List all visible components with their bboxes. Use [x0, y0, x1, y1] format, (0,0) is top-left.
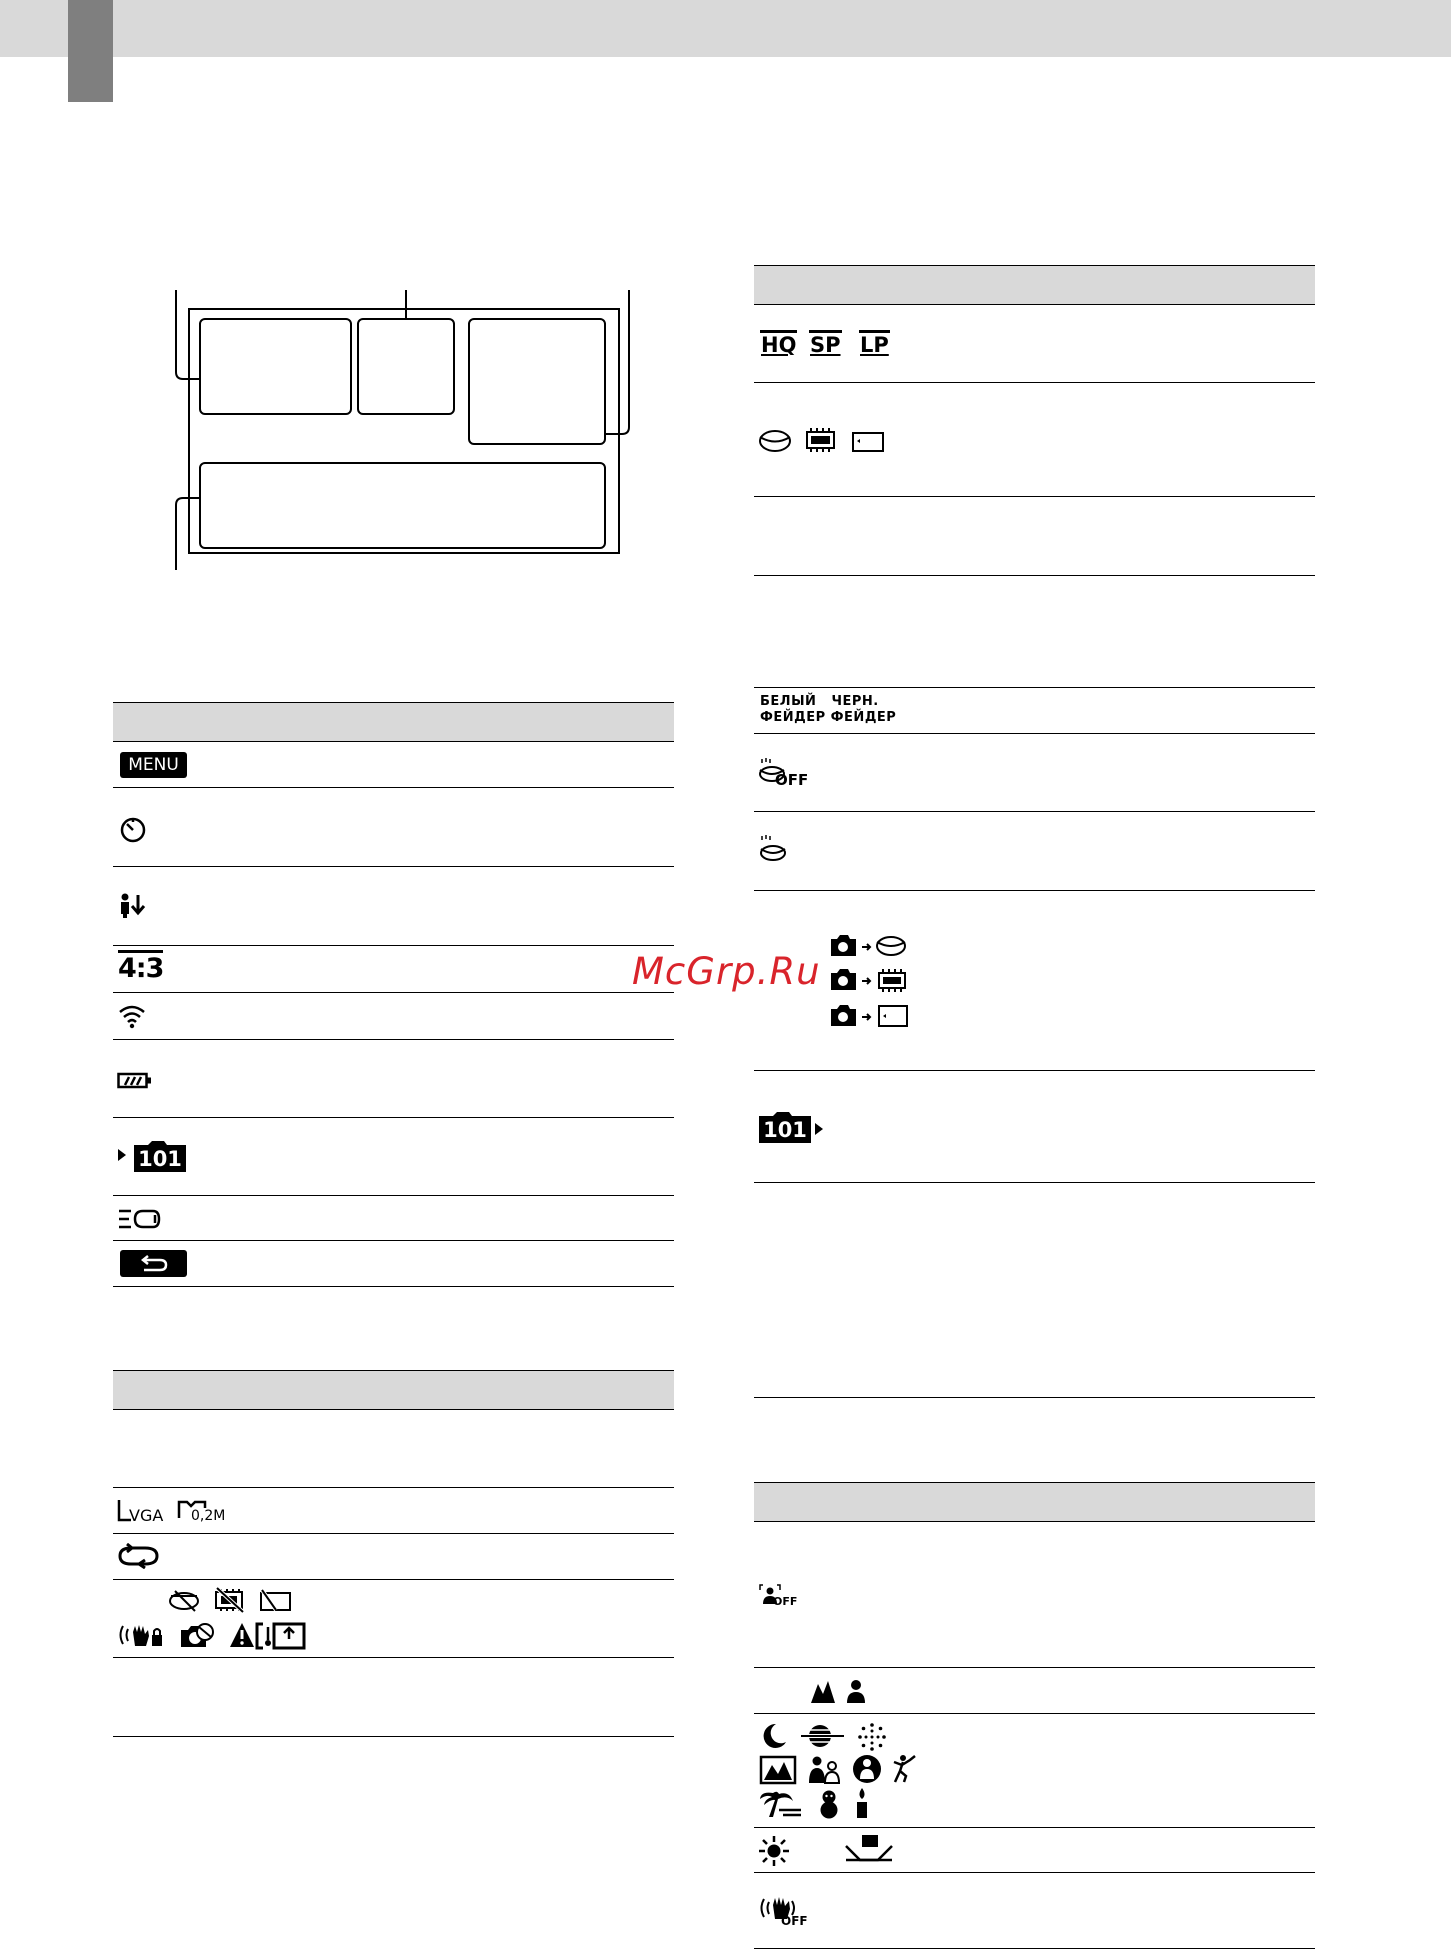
row-divider [113, 1117, 674, 1118]
row-divider [754, 496, 1315, 497]
row-divider [113, 866, 674, 867]
candle-icon [852, 1787, 872, 1819]
row-divider [754, 1070, 1315, 1071]
hdd-icon [758, 428, 794, 454]
camera-shake-warning-icon [117, 1622, 167, 1650]
photo-to-memory-icon [829, 967, 913, 995]
play-folder-icon [117, 1148, 129, 1162]
backlight-icon [844, 1834, 894, 1864]
face-detection-icon [117, 1207, 161, 1231]
off-label: OFF [775, 771, 809, 789]
memory-error-icon [213, 1587, 247, 1613]
row-divider [754, 1713, 1315, 1714]
beach-icon [759, 1789, 803, 1819]
face-off-label: OFF [773, 1595, 798, 1608]
row-divider [754, 733, 1315, 734]
quality-sp-icon: SP [809, 330, 842, 357]
self-timer-icon [118, 814, 148, 844]
left-table2-header [113, 1370, 674, 1410]
return-icon[interactable] [120, 1250, 187, 1277]
right-table1-header [754, 265, 1315, 305]
sports-icon [890, 1754, 918, 1784]
disc-icon [758, 834, 790, 864]
warning-triangle-icon [229, 1621, 313, 1651]
landscape-icon [759, 1755, 797, 1785]
row-divider [113, 1039, 674, 1040]
fireworks-icon [857, 1722, 887, 1752]
row-divider [113, 1736, 674, 1737]
right-table2-header [754, 1482, 1315, 1522]
steady-shot-off-label: OFF [781, 1914, 808, 1928]
internal-memory-icon [804, 426, 838, 454]
fader-bottom-label: ФЕЙДЕР ФЕЙДЕР [760, 710, 897, 725]
quality-lp-icon: LP [859, 330, 890, 357]
row-divider [113, 1579, 674, 1580]
mic-level-icon [118, 892, 148, 920]
row-divider [754, 890, 1315, 891]
person-icon [845, 1678, 867, 1704]
size-02m-label: 0,2M [191, 1508, 226, 1524]
row-divider [754, 687, 1315, 688]
screen-layout-diagram [160, 285, 640, 580]
portrait-icon [807, 1755, 841, 1785]
watermark-text: McGrp.Ru [632, 950, 821, 993]
row-divider [113, 1533, 674, 1534]
mountain-icon [810, 1678, 836, 1704]
vga-label: VGA [129, 1506, 164, 1525]
quality-hq-icon: HQ [760, 330, 797, 357]
row-divider [113, 1657, 674, 1658]
record-folder-icon [759, 1112, 811, 1143]
row-divider [754, 1948, 1315, 1949]
memory-card-icon [850, 430, 886, 454]
record-folder-number: 101 [763, 1118, 807, 1142]
folder-number: 101 [138, 1147, 182, 1171]
disc-error-icon [167, 1589, 203, 1613]
steady-shot-off-icon [759, 1895, 807, 1929]
battery-icon [117, 1072, 153, 1090]
photo-to-card-icon [829, 1003, 913, 1029]
spotlight-icon [852, 1753, 882, 1785]
row-divider [754, 382, 1315, 383]
record-folder-arrow-icon [814, 1122, 826, 1136]
row-divider [113, 992, 674, 993]
header-bar [0, 0, 1451, 57]
menu-icon: MENU [120, 752, 187, 778]
row-divider [754, 1182, 1315, 1183]
row-divider [113, 1286, 674, 1287]
snow-icon [815, 1789, 843, 1819]
row-divider [754, 1872, 1315, 1873]
left-table1-header [113, 702, 674, 742]
row-divider [113, 1195, 674, 1196]
wifi-icon [117, 1003, 147, 1029]
row-divider [754, 1397, 1315, 1398]
row-divider [113, 787, 674, 788]
photo-to-hdd-icon [829, 933, 913, 959]
sun-icon [758, 1835, 790, 1867]
lens-warning-icon [178, 1622, 218, 1650]
row-divider [754, 1827, 1315, 1828]
row-divider [113, 1240, 674, 1241]
row-divider [754, 811, 1315, 812]
header-tab [68, 0, 113, 102]
row-divider [113, 1487, 674, 1488]
fader-top-label: БЕЛЫЙ ЧЕРН. [760, 694, 879, 709]
card-error-icon [258, 1588, 294, 1612]
fader-label [760, 694, 896, 726]
row-divider [113, 945, 674, 946]
face-off-icon [759, 1584, 801, 1608]
sunset-icon [800, 1722, 846, 1750]
repeat-icon [117, 1543, 161, 1569]
row-divider [754, 575, 1315, 576]
disc-off-icon [758, 757, 808, 791]
row-divider [754, 1667, 1315, 1668]
aspect-ratio-icon: 4:3 [118, 950, 163, 985]
moon-icon [760, 1722, 788, 1750]
folder-101-badge [134, 1141, 186, 1172]
